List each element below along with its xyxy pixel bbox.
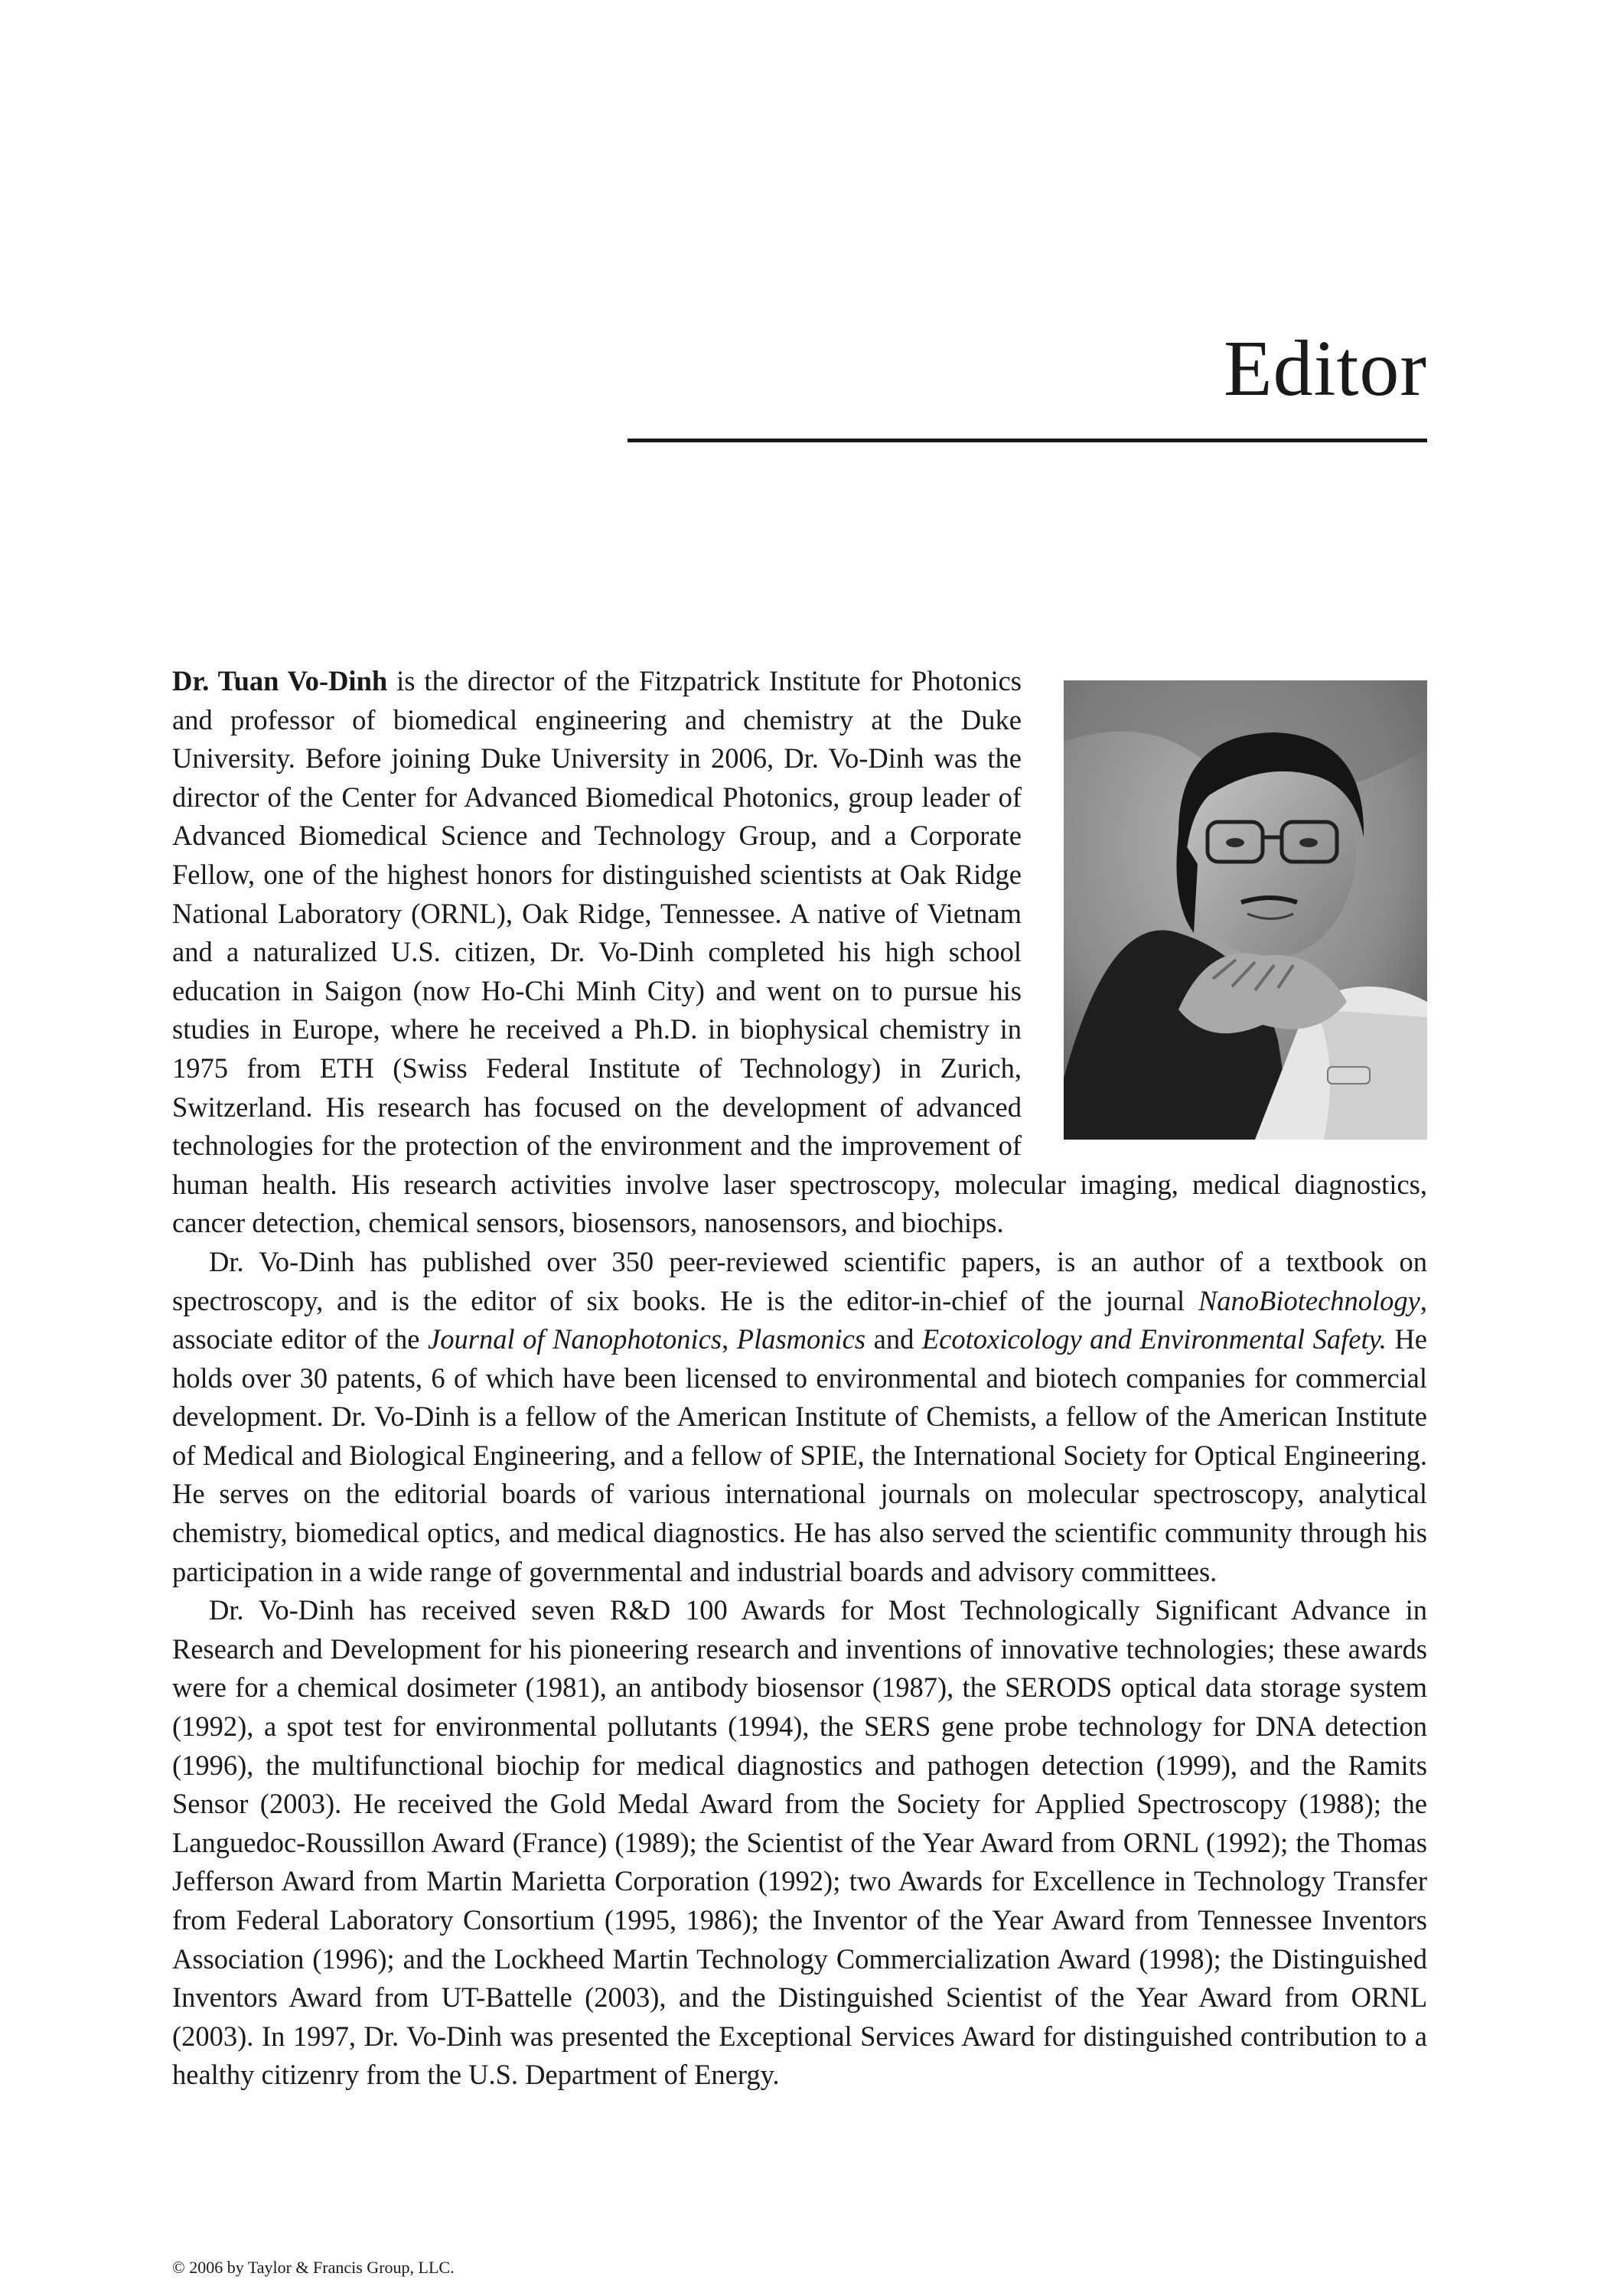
bio-paragraph-2-text-b: , associate editor of the — [172, 1284, 1427, 1355]
title-rule — [627, 439, 1427, 442]
journal-title: Journal of Nanophotonics — [428, 1323, 722, 1355]
bio-paragraph-2-text-d: and — [865, 1323, 922, 1355]
bio-text — [172, 662, 1427, 2095]
journal-title: NanoBiotechnology — [1198, 1284, 1420, 1316]
page-title: Editor — [1224, 325, 1427, 413]
bio-paragraph-2-text-a: Dr. Vo-Dinh has published over 350 peer-reviewed scientific papers, is an author of a textbook on spectroscopy, and is the editor of six books. He is the editor-in-chief of the journal — [172, 1245, 1427, 1316]
bio-paragraph-1-text: is the director of the Fitzpatrick Institute for Photonics and professor of biomedical engineering and chemistry at the Duke University. Before joining Duke University in 2006, Dr. Vo-Dinh was the director of the Center for Advanced Biomedical Photonics, group leader of Advanced Biomedical Science and Technology Group, and a Corporate Fellow, one of the highest honors for distinguished scientists at Oak Ridge National Laboratory (ORNL), Oak Ridge, Tennessee. A native of Vietnam and a naturalized U.S. citizen, Dr. Vo-Dinh completed his high school education in Saigon (now Ho-Chi Minh City) and went on to pursue his studies in Europe, where he received a Ph.D. in biophysical chemistry in 1975 from ETH (Swiss Federal Institute of Technology) in Zurich, Switzerland. His research has focused on the development of advanced technologies for the protection of the environment and the improvement of human health. His research activities involve laser spectroscopy, molecular imaging, medical diagnostics, cancer detection, chemical sensors, biosensors, nanosensors, and biochips. — [172, 665, 1427, 1239]
bio-paragraph-3: Dr. Vo-Dinh has received seven R&D 100 Awards for Most Technologically Significant Advance in Research and Development for his pioneering research and inventions of innovative technologies; these awards were for a chemical dosimeter (1981), an antibody biosensor (1987), the SERODS optical data storage system (1992), a spot test for environmental pollutants (1994), the SERS gene probe technology for DNA detection (1996), the multifunctional biochip for medical diagnostics and pathogen detection (1999), and the Ramits Sensor (2003). He received the Gold Medal Award from the Society for Applied Spectroscopy (1988); the Languedoc-Roussillon Award (France) (1989); the Scientist of the Year Award from ORNL (1992); the Thomas Jefferson Award from Martin Marietta Corporation (1992); two Awards for Excellence in Technology Transfer from Federal Laboratory Consortium (1995, 1986); the Inventor of the Year Award from Tennessee Inventors Association (1996); and the Lockheed Martin Technology Commercialization Award (1998); the Distinguished Inventors Award from UT-Battelle (2003), and the Distinguished Scientist of the Year Award from ORNL (2003). In 1997, Dr. Vo-Dinh was presented the Exceptional Services Award for distinguished contribution to a healthy citizenry from the U.S. Department of Energy. — [172, 1594, 1427, 2091]
portrait-illustration — [1064, 680, 1427, 1140]
copyright-footer: © 2006 by Taylor & Francis Group, LLC. — [172, 2258, 455, 2277]
bio-paragraph-2 — [172, 1243, 1427, 1591]
journal-title: Ecotoxicology and Environmental Safety. — [921, 1323, 1387, 1355]
journal-title: Plasmonics — [736, 1323, 866, 1355]
editor-portrait — [1064, 680, 1427, 1140]
bio-paragraph-2-text-e: He holds over 30 patents, 6 of which have been licensed to environmental and biotech companies for commercial development. Dr. Vo-Dinh is a fellow of the American Institute of Chemists, a fellow of the American Institute of Medical and Biological Engineering, and a fellow of SPIE, the International Society for Optical Engineering. He serves on the editorial boards of various international journals on molecular spectroscopy, analytical chemistry, biomedical optics, and medical diagnostics. He has also served the scientific community through his participation in a wide range of governmental and industrial boards and advisory committees. — [172, 1323, 1428, 1587]
bio-paragraph-2-text-c: , — [722, 1323, 737, 1355]
editor-name: Dr. Tuan Vo-Dinh — [172, 665, 388, 696]
